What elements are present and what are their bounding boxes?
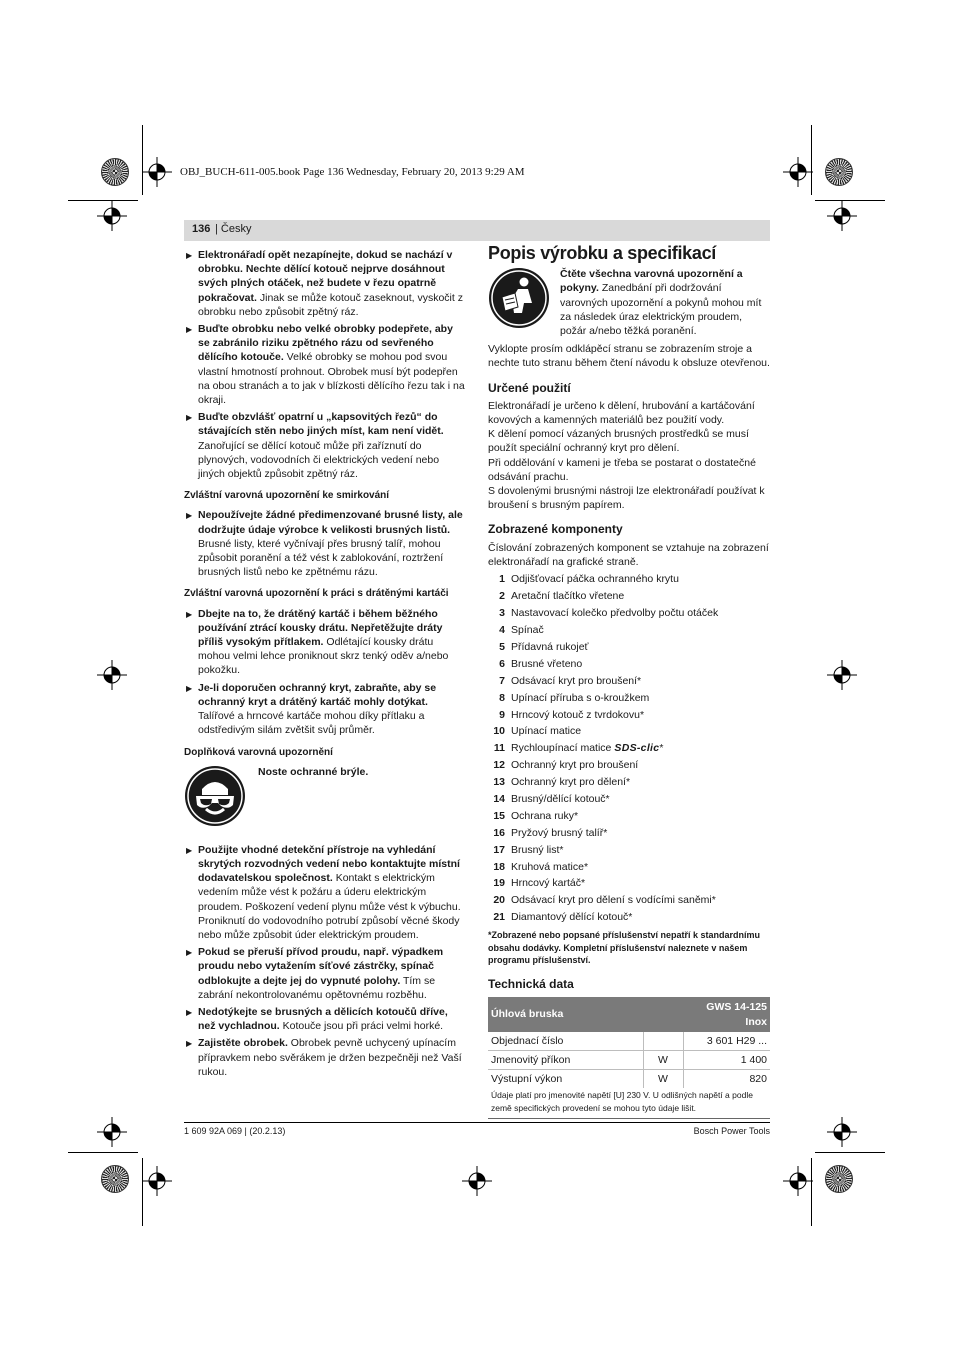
right-column: [488, 243, 770, 1119]
color-rosette-icon: [101, 158, 129, 186]
intended-use-paragraph: Při oddělování v kameni je třeba se postarat o dostatečné odsávání prachu.: [488, 456, 756, 483]
component-number: 19: [493, 877, 505, 890]
warning-text: Kotouče jsou při práci velmi horké.: [279, 1020, 444, 1033]
component-item: [488, 808, 770, 825]
table-cell-value: 1 400: [683, 1050, 770, 1069]
page-number: 136: [192, 223, 211, 235]
goggles-instruction: Noste ochranné brýle.: [258, 765, 369, 778]
component-number: 7: [499, 674, 505, 687]
registration-mark-icon: [142, 1166, 172, 1196]
component-item: [488, 858, 770, 875]
table-cell-label: Výstupní výkon: [488, 1070, 643, 1089]
read-manual-body: Zanedbání při dodržování varovných upozornění a pokynů mohou mít za následek úraz elektrickým proudem, požár a/nebo těžká poranění.: [560, 282, 762, 338]
component-label: Ochranný kryt pro dělení*: [511, 776, 631, 789]
component-item: [488, 909, 770, 926]
table-row: [488, 1070, 770, 1089]
read-manual-text: [560, 267, 770, 338]
component-item: [488, 571, 770, 588]
section-subheading: Zvláštní varovná upozornění k práci s drátěnými kartáči: [184, 588, 449, 600]
technical-data-table: [488, 997, 770, 1088]
component-number: 1: [499, 573, 505, 586]
component-label: Nastavovací kolečko předvolby počtu otáček: [511, 607, 719, 620]
registration-mark-icon: [827, 1117, 857, 1147]
component-number: 20: [493, 894, 505, 907]
component-item: [488, 706, 770, 723]
component-asterisk: *: [659, 742, 664, 755]
component-label: Ochrana ruky*: [511, 809, 579, 822]
table-header-product-type: Úhlová bruska: [488, 997, 683, 1031]
warning-bold: Nepoužívejte žádné předimenzované brusné listy, ale dodržujte údaje výrobce k velikosti brusných listů.: [198, 509, 463, 536]
component-number: 4: [499, 624, 505, 637]
component-number: 12: [493, 759, 505, 772]
footer-brand: Bosch Power Tools: [693, 1126, 770, 1136]
component-item: [488, 656, 770, 673]
components-intro: Číslování zobrazených komponent se vztahuje na zobrazení elektronářadí na grafické straně.: [488, 541, 769, 568]
table-cell-label: Objednací číslo: [488, 1032, 643, 1051]
component-item: [488, 892, 770, 909]
goggles-notice: [184, 765, 467, 831]
table-cell-label: Jmenovitý příkon: [488, 1050, 643, 1069]
component-label: Hrncový kotouč z tvrdokovu*: [511, 708, 645, 721]
warning-text: Obrobek pevně uchycený upínacím přípravkem nebo svěrákem je držen bezpečněji než Vaší rukou.: [198, 1037, 462, 1078]
component-label: Brusný list*: [511, 843, 564, 856]
warning-text: Jinak se může kotouč zaseknout, vyskočit z obrobku nebo způsobit zpětný ráz.: [198, 291, 463, 318]
intended-use-heading: Určené použití: [488, 380, 571, 395]
component-label: Upínací příruba s o-kroužkem: [511, 691, 650, 704]
read-manual-bold: Čtěte všechna varovná upozornění a pokyny.: [560, 268, 743, 295]
intended-use-paragraph: Elektronářadí je určeno k dělení, hrubování a kartáčování kovových a kamenných materiálů bez použití vody.: [488, 399, 755, 427]
table-row: [488, 1032, 770, 1051]
warning-bold: Použijte vhodné detekční přístroje na vyhledání skrytých rozvodných vedení nebo kontaktujte místní dodavatelskou společnost.: [198, 843, 460, 885]
component-label: Kruhová matice*: [511, 860, 589, 873]
color-rosette-icon: [825, 158, 853, 186]
warning-item: [184, 1005, 467, 1033]
page-header: [184, 220, 770, 241]
component-item: [488, 672, 770, 689]
table-cell-value: 820: [749, 1073, 767, 1086]
warning-text: Velké obrobky se mohou pod svou vlastní hmotností prohnout. Obrobek musí být podepřen na obou stranách a to jak v blízkosti dělícího řezu tak i na okraji.: [198, 351, 465, 407]
table-note: Údaje platí pro jmenovité napětí [U] 230 V. U odlišných napětí a podle země specifických provedení se mohou tyto údaje lišit.: [488, 1088, 770, 1119]
registration-mark-icon: [97, 660, 127, 690]
component-number: 13: [493, 776, 505, 789]
left-column: [184, 248, 467, 1082]
component-label: Rychloupínací matice: [511, 742, 612, 755]
color-rosette-icon: [101, 1165, 129, 1193]
warning-item: [184, 607, 467, 678]
component-label: Odjišťovací páčka ochranného krytu: [511, 573, 679, 586]
registration-mark-icon: [97, 201, 127, 231]
component-number: 17: [493, 843, 505, 856]
table-header-row: [488, 997, 770, 1031]
sds-clic-logo: SDS-clic: [614, 742, 660, 755]
component-label: Odsávací kryt pro broušení*: [511, 674, 642, 687]
table-cell-unit: [643, 1032, 683, 1051]
component-item: [488, 757, 770, 774]
crop-mark: [68, 1152, 138, 1153]
crop-mark: [815, 1152, 885, 1153]
component-number: 16: [493, 826, 505, 839]
warning-bold: Buďte obrobku nebo velké obrobky podepřete, aby se zabránilo riziku zpětného rázu od sevřeného dělícího kotouče.: [198, 323, 453, 364]
component-label: Pryžový brusný talíř*: [511, 826, 608, 839]
warning-text: Kontakt s elektrickým vedením může vést k požáru a úderu elektrickým proudem. Poškození vedení plynu může vést k výbuchu. Proniknutí do vodovodního potrubí způsobí věcné škody nebo může způsobit úder elektrickým proudem.: [198, 872, 461, 941]
registration-mark-icon: [783, 1166, 813, 1196]
accessory-footnote: *Zobrazené nebo popsané příslušenství nepatří k standardnímu obsahu dodávky. Kompletní příslušenství naleznete v našem programu příslušenství.: [488, 929, 761, 966]
warning-bold: Je-li doporučen ochranný kryt, zabraňte, aby se ochranný kryt a drátěný kartáč mohly dotýkat.: [198, 681, 437, 708]
section-subheading: Zvláštní varovná upozornění ke smirkování: [184, 490, 390, 502]
language-label: | Česky: [215, 223, 252, 235]
warning-bold: Elektronářadí opět nezapínejte, dokud se nachází v obrobku. Nechte dělící kotouč nejprve dosáhnout svých plných otáček, než budete v řezu opatrně pokračovat.: [198, 249, 453, 304]
registration-mark-icon: [142, 157, 172, 187]
safety-goggles-icon: [184, 765, 246, 827]
component-number: 9: [499, 708, 505, 721]
component-label: Spínač: [511, 624, 544, 637]
warning-item: [184, 681, 467, 738]
warning-text: Tím se zabrání nekontrolovanému opětovnému rozběhu.: [198, 974, 436, 1001]
registration-mark-icon: [462, 1166, 492, 1196]
technical-data-heading: Technická data: [488, 977, 574, 992]
section-subheading: Doplňková varovná upozornění: [184, 746, 333, 758]
table-cell-value: 3 601 H29 ...: [683, 1032, 770, 1051]
component-number: 3: [499, 607, 505, 620]
warning-bold: Zajistěte obrobek.: [198, 1037, 288, 1050]
component-number: 15: [493, 809, 505, 822]
components-heading: Zobrazené komponenty: [488, 522, 623, 537]
footer-divider: [184, 1122, 770, 1123]
warning-bold: Pokud se přeruší přívod proudu, např. výpadkem proudu nebo vytažením síťové zástrčky, spínač odblokujte a dejte jej do vypnuté polohy.: [198, 946, 444, 987]
registration-mark-icon: [827, 660, 857, 690]
registration-mark-icon: [97, 1117, 127, 1147]
component-label: Brusný/dělící kotouč*: [511, 792, 610, 805]
warning-bold: Buďte obzvlášť opatrní u „kapsovitých řezů“ do stávajících stěn nebo jiných míst, kam není vidět.: [198, 411, 444, 438]
component-label: Odsávací kryt pro dělení s vodícími saněmi*: [511, 894, 716, 907]
component-label: Diamantový dělící kotouč*: [511, 911, 633, 924]
component-label: Aretační tlačítko vřetene: [511, 590, 625, 603]
component-item: [488, 774, 770, 791]
component-number: 8: [499, 691, 505, 704]
language-name: Česky: [220, 223, 252, 235]
component-label: Upínací matice: [511, 725, 582, 738]
table-cell-unit: W: [643, 1070, 683, 1089]
table-cell-unit: W: [643, 1050, 683, 1069]
component-item: [488, 875, 770, 892]
color-rosette-icon: [825, 1165, 853, 1193]
section-title: Popis výrobku a specifikací: [488, 243, 717, 263]
component-item: [488, 841, 770, 858]
component-number: 18: [493, 860, 505, 873]
warning-item: [184, 1036, 467, 1079]
component-label: Ochranný kryt pro broušení: [511, 759, 639, 772]
registration-mark-icon: [827, 201, 857, 231]
components-list: [488, 571, 770, 926]
warning-bold: Nedotýkejte se brusných a dělicích kotoučů dříve, než vychladnou.: [198, 1005, 448, 1033]
component-label: Hrncový kartáč*: [511, 877, 586, 890]
intended-use-paragraph: S dovolenými brusnými nástroji lze elektronářadí používat k broušení s brusným papírem.: [488, 485, 765, 512]
component-item: [488, 689, 770, 706]
component-number: 10: [493, 725, 505, 738]
component-number: 21: [493, 911, 505, 924]
component-number: 14: [493, 792, 505, 805]
warning-text: Brusné listy, které vyčnívají přes brusný talíř, mohou způsobit poranění a též vést k zablokování, roztržení brusných listů nebo ke zpětnému rázu.: [198, 537, 444, 579]
warning-item: [184, 945, 467, 1002]
read-manual-icon: [488, 267, 550, 329]
intended-use-paragraph: K dělení pomocí vázaných brusných prostředků se musí použít speciální ochranný kryt pro dělení.: [488, 428, 749, 455]
warning-item: [184, 508, 467, 579]
component-item: [488, 639, 770, 656]
component-number: 2: [499, 590, 505, 603]
footer-doc-number: 1 609 92A 069 | (20.2.13): [184, 1126, 286, 1136]
warning-text: Odlétající kousky drátu mohou velmi lehce proniknout skrz tenký oděv a/nebo pokožku.: [198, 636, 449, 677]
component-item: [488, 740, 770, 757]
registration-mark-icon: [783, 157, 813, 187]
component-item: [488, 791, 770, 808]
warning-item: [184, 322, 467, 407]
warning-item: [184, 843, 467, 942]
component-item: [488, 605, 770, 622]
component-label: Brusné vřeteno: [511, 657, 583, 670]
warning-text: Zanořující se dělící kotouč může při zaříznutí do plynových, vodovodních či elektrických vedení nebo jiných objektů způsobit zpětný ráz.: [198, 439, 440, 481]
warning-text: Talířové a hrncové kartáče mohou díky přítlaku a odstředivým silám zvětšit svůj průměr.: [198, 710, 425, 737]
component-item: [488, 588, 770, 605]
print-slug: OBJ_BUCH-611-005.book Page 136 Wednesday, February 20, 2013 9:29 AM: [180, 166, 525, 178]
warning-bold: Dbejte na to, že drátěný kartáč i během běžného používání ztrácí kousky drátu. Nepřetěžujte dráty příliš vysokým přítlakem.: [198, 607, 443, 649]
fold-instruction: Vyklopte prosím odklápěcí stranu se zobrazením stroje a nechte tuto stranu během čtení návodu k obsluze otevřenou.: [488, 343, 770, 370]
warning-item: [184, 248, 467, 319]
read-manual-notice: [488, 267, 770, 338]
component-number: 11: [493, 742, 505, 755]
component-label: Přídavná rukojeť: [511, 640, 589, 653]
component-item: [488, 622, 770, 639]
warning-item: [184, 410, 467, 481]
table-header-model: GWS 14-125 Inox: [683, 997, 770, 1031]
component-item: [488, 723, 770, 740]
component-number: 5: [499, 640, 505, 653]
table-row: [488, 1050, 770, 1069]
component-number: 6: [499, 657, 505, 670]
component-item: [488, 824, 770, 841]
